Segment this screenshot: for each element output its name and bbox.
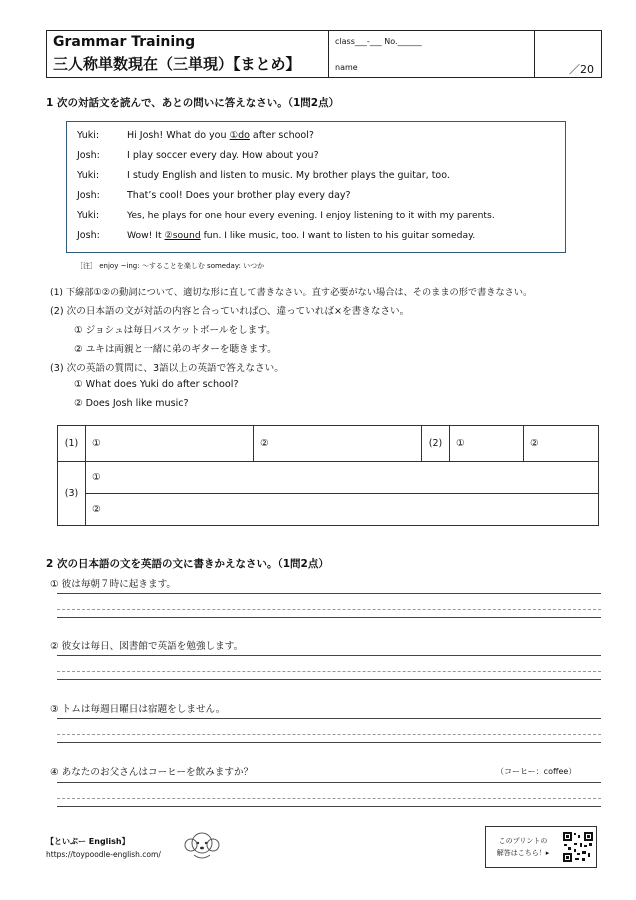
score-total: ／20 — [569, 63, 594, 76]
utterance-text: I study English and listen to music. My brother plays the guitar, too. — [127, 170, 450, 181]
speaker: Yuki: — [77, 170, 100, 181]
brand-url[interactable]: https://toypoodle-english.com/ — [46, 850, 161, 859]
answer-cell-3-2[interactable]: ② — [86, 494, 599, 526]
translation-item-4: ④ あなたのお父さんはコーヒーを飲みますか？ — [50, 767, 254, 778]
writing-line[interactable] — [57, 655, 601, 656]
speaker: Josh: — [77, 190, 100, 201]
coffee-hint: （コーヒー：coffee） — [496, 767, 577, 776]
answer-cell-2-1[interactable]: ① — [450, 426, 524, 462]
writing-line[interactable] — [57, 806, 601, 807]
answer-cell-3-1[interactable]: ① — [86, 462, 599, 494]
question-3-item-2: ② Does Josh like music? — [74, 398, 189, 409]
writing-line[interactable] — [57, 742, 601, 743]
row-label-1: (1) — [58, 426, 86, 462]
writing-guide-line — [57, 609, 601, 610]
row-label-2: (2) — [422, 426, 450, 462]
utterance-text: I play soccer every day. How about you? — [127, 150, 319, 161]
class-number-label: class___-___ No.______ — [335, 37, 422, 46]
section1-heading: 1 次の対話文を読んで、あとの問いに答えなさい。（1問2点） — [46, 97, 340, 109]
dialogue-box — [66, 121, 566, 253]
underlined-verb-2: ②sound — [164, 230, 201, 241]
answer-link-line-2: 解答はこちら！▸ — [496, 849, 550, 857]
writing-guide-line — [57, 798, 601, 799]
section2-heading: 2 次の日本語の文を英語の文に書きかえなさい。（1問2点） — [46, 558, 329, 570]
qr-code-icon[interactable] — [562, 831, 594, 863]
answer-cell-1-1[interactable]: ① — [86, 426, 254, 462]
answer-cell-1-2[interactable]: ② — [254, 426, 422, 462]
writing-line[interactable] — [57, 679, 601, 680]
writing-guide-line — [57, 734, 601, 735]
title-cell — [47, 31, 329, 77]
speaker: Yuki: — [77, 210, 100, 221]
utterance-text: Hi Josh! What do you — [127, 130, 230, 141]
worksheet-header — [46, 30, 602, 78]
speaker: Yuki: — [77, 130, 100, 141]
utterance-text: Yes, he plays for one hour every evening. I enjoy listening to it with my parents. — [127, 210, 495, 221]
question-2-instruction: (2) 次の日本語の文が対話の内容と合っていれば○、違っていれば×を書きなさい。 — [50, 306, 410, 317]
utterance-text: after school? — [249, 130, 314, 141]
question-2-item-2: ② ユキは両親と一緒に弟のギターを聴きます。 — [74, 344, 277, 355]
poodle-mascot-icon — [182, 828, 222, 862]
speaker: Josh: — [77, 150, 100, 161]
translation-item-1: ① 彼は毎朝７時に起きます。 — [50, 579, 177, 590]
translation-item-3: ③ トムは毎週日曜日は宿題をしません。 — [50, 704, 226, 715]
question-2-item-1: ① ジョシュは毎日バスケットボールをします。 — [74, 325, 276, 336]
score-cell — [535, 31, 600, 77]
student-info-cell — [329, 31, 535, 77]
answer-link-line-1: このプリントの — [498, 837, 548, 845]
utterance-text: That’s cool! Does your brother play every day? — [127, 190, 351, 201]
title-japanese: 三人称単数現在（三単現）【まとめ】 — [53, 55, 301, 73]
answer-table — [57, 425, 599, 526]
writing-guide-line — [57, 671, 601, 672]
row-label-3: (3) — [58, 462, 86, 526]
answer-link-box[interactable] — [485, 826, 597, 868]
underlined-verb-1: ①do — [229, 130, 250, 141]
writing-line[interactable] — [57, 782, 601, 783]
answer-cell-2-2[interactable]: ② — [524, 426, 599, 462]
writing-line[interactable] — [57, 718, 601, 719]
title-english: Grammar Training — [53, 34, 196, 50]
writing-line[interactable] — [57, 593, 601, 594]
speaker: Josh: — [77, 230, 100, 241]
utterance-text: Wow! It — [127, 230, 165, 241]
question-3-instruction: (3) 次の英語の質問に、3語以上の英語で答えなさい。 — [50, 363, 284, 374]
brand-name: 【といぷー English】 — [46, 837, 130, 846]
question-3-item-1: ① What does Yuki do after school? — [74, 379, 239, 390]
question-1-instruction: (1) 下線部①②の動詞について、適切な形に直して書きなさい。直す必要がない場合は、そのままの形で書きなさい。 — [50, 287, 533, 298]
translation-item-2: ② 彼女は毎日、図書館で英語を勉強します。 — [50, 641, 244, 652]
utterance — [127, 230, 475, 241]
utterance-text: fun. I like music, too. I want to listen to his guitar someday. — [200, 230, 476, 241]
vocab-note: ［注］ enjoy ~ing: ～することを楽しむ someday: いつか — [76, 262, 265, 270]
name-label: name — [335, 63, 358, 72]
writing-line[interactable] — [57, 617, 601, 618]
utterance — [127, 130, 314, 141]
